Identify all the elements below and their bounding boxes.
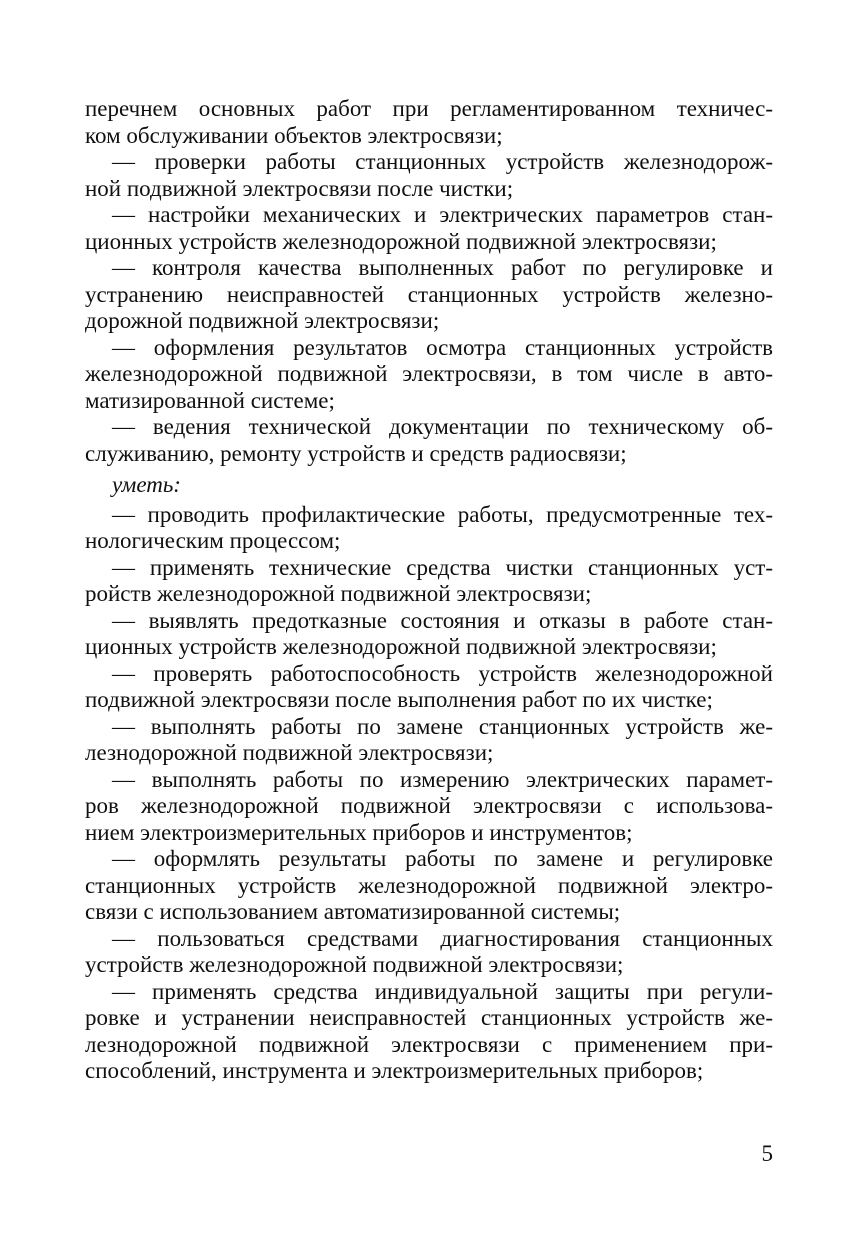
text-line: лезнодорожной подвижной электросвязи;	[85, 740, 494, 765]
text-line: нологическим процессом;	[85, 528, 341, 553]
page-number: 5	[761, 1141, 773, 1166]
paragraph	[85, 414, 773, 467]
paragraph	[85, 767, 773, 847]
text-line: станционных устройств железнодорожной подвижной электро-	[85, 872, 773, 898]
text-line: железнодорожной подвижной электросвязи, в том числе в авто-	[85, 361, 773, 386]
text-line: — ведения технической документации по техническому об-	[112, 414, 773, 439]
paragraph	[85, 846, 773, 926]
text-line: — пользоваться средствами диагностирования станционных	[112, 925, 773, 951]
text-line: перечнем основных работ при регламентированном техничес-	[85, 96, 773, 121]
text-line: лезнодорожной подвижной электросвязи с применением при-	[85, 1031, 773, 1057]
text-line: — выявлять предотказные состояния и отказы в работе стан-	[112, 607, 773, 633]
paragraph	[85, 255, 773, 335]
text-line: ционных устройств железнодорожной подвижной электросвязи;	[85, 634, 717, 659]
text-line: связи с использованием автоматизированной системы;	[85, 899, 621, 924]
paragraph	[85, 714, 773, 767]
text-line: — выполнять работы по измерению электрических парамет-	[112, 766, 773, 792]
text-line: ной подвижной электросвязи после чистки;	[85, 175, 514, 201]
paragraph	[85, 335, 773, 415]
text-line: — оформления результатов осмотра станционных устройств	[112, 334, 773, 360]
text-line: — проверки работы станционных устройств железнодорож-	[112, 149, 773, 174]
text-line: — оформлять результаты работы по замене и регулировке	[112, 846, 773, 871]
text-line: ровке и устранении неисправностей станционных устройств же-	[85, 1005, 773, 1030]
paragraph	[85, 555, 773, 608]
text-line: ров железнодорожной подвижной электросвязи с использова-	[85, 793, 773, 818]
text-line: ционных устройств железнодорожной подвижной электросвязи;	[85, 228, 717, 254]
paragraph	[85, 661, 773, 714]
text-line: дорожной подвижной электросвязи;	[85, 308, 440, 333]
body-text	[85, 96, 773, 1085]
text-line: — настройки механических и электрических параметров стан-	[112, 202, 773, 227]
paragraph	[85, 502, 773, 555]
paragraph	[85, 472, 773, 499]
text-line: — применять средства индивидуальной защиты при регули-	[112, 978, 773, 1004]
text-line: способлений, инструмента и электроизмерительных приборов;	[85, 1058, 704, 1083]
text-line: уметь:	[112, 472, 181, 497]
text-line: нием электроизмерительных приборов и инструментов;	[85, 819, 633, 845]
paragraph	[85, 202, 773, 255]
text-line: — проверять работоспособность устройств железнодорожной	[112, 660, 773, 686]
paragraph	[85, 979, 773, 1085]
text-line: подвижной электросвязи после выполнения работ по их чистке;	[85, 687, 713, 712]
text-line: устранению неисправностей станционных устройств железно-	[85, 281, 773, 307]
text-line: — контроля качества выполненных работ по регулировке и	[112, 255, 773, 280]
paragraph	[85, 926, 773, 979]
text-line: ком обслуживании объектов электросвязи;	[85, 122, 503, 148]
text-line: ройств железнодорожной подвижной электросвязи;	[85, 581, 592, 606]
text-line: — выполнять работы по замене станционных устройств же-	[112, 713, 773, 739]
paragraph	[85, 608, 773, 661]
text-line: — проводить профилактические работы, предусмотренные тех-	[112, 501, 773, 527]
text-line: служиванию, ремонту устройств и средств радиосвязи;	[85, 440, 627, 466]
text-line: — применять технические средства чистки станционных уст-	[112, 554, 773, 580]
paragraph	[85, 96, 773, 149]
text-line: устройств железнодорожной подвижной электросвязи;	[85, 952, 624, 977]
text-line: матизированной системе;	[85, 387, 335, 413]
paragraph	[85, 149, 773, 202]
